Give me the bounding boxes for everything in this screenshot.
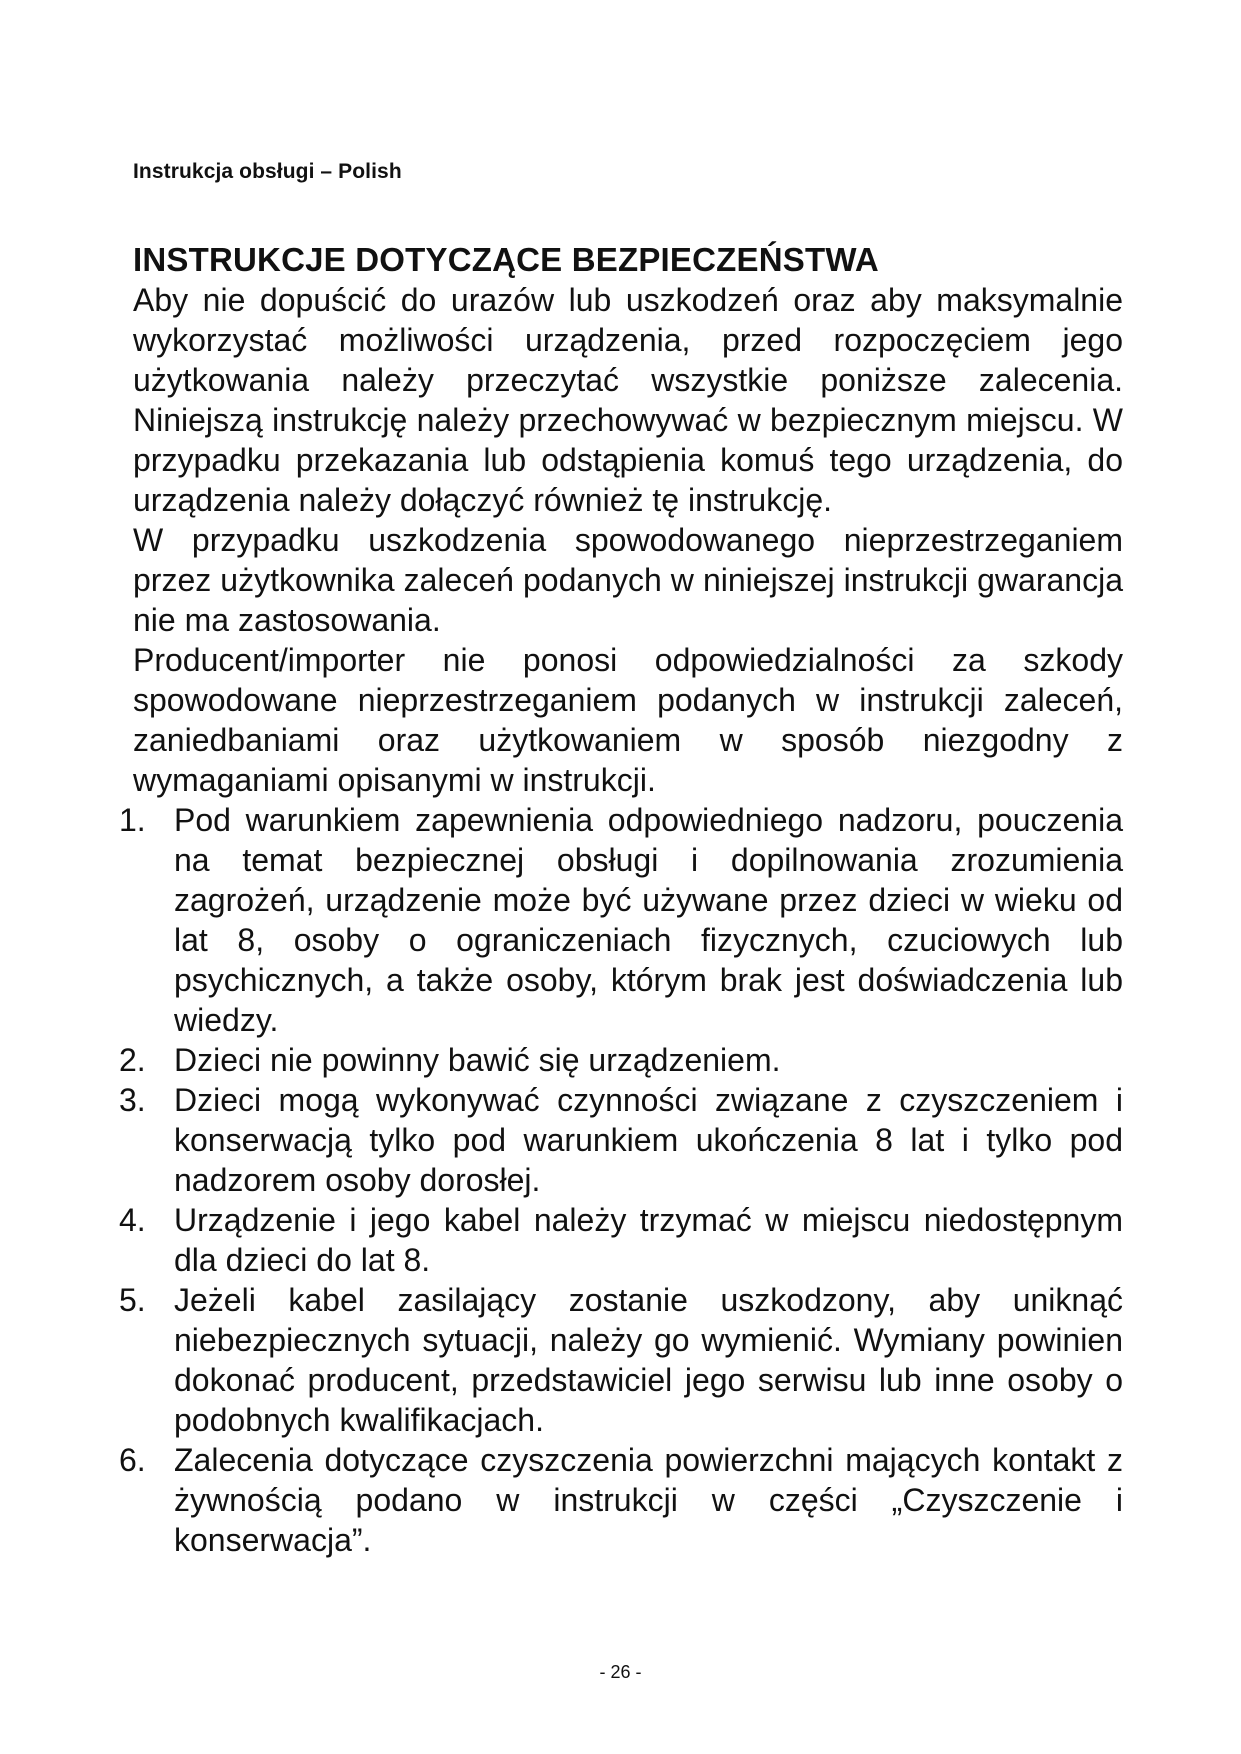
list-item-text: Zalecenia dotyczące czyszczenia powierzchni mających kontakt z żywnością podano w instrukcji w części „Czyszczenie i konserwacja”. <box>174 1442 1123 1558</box>
running-header: Instrukcja obsługi – Polish <box>133 160 402 183</box>
list-item <box>119 1440 1123 1560</box>
list-item <box>119 1040 1123 1080</box>
list-item-text: Dzieci nie powinny bawić się urządzeniem. <box>174 1042 781 1078</box>
safety-list <box>119 800 1123 1560</box>
main-content <box>119 240 1123 1560</box>
intro-paragraph: Aby nie dopuścić do urazów lub uszkodzeń oraz aby maksymalnie wykorzystać możliwości urządzenia, przed rozpoczęciem jego użytkowania należy przeczytać wszystkie poniższe zalecenia. Niniejszą instrukcję należy przechowywać w bezpiecznym miejscu. W przypadku przekazania lub odstąpienia komuś tego urządzenia, do urządzenia należy dołączyć również tę instrukcję. <box>133 282 1123 518</box>
list-item-text: Pod warunkiem zapewnienia odpowiedniego nadzoru, pouczenia na temat bezpiecznej obsługi i dopilnowania zrozumienia zagrożeń, urządzenie może być używane przez dzieci w wieku od lat 8, osoby o ograniczeniach fizycznych, czuciowych lub psychicznych, a także osoby, którym brak jest doświadczenia lub wiedzy. <box>174 802 1123 1038</box>
list-item-number: 4. <box>119 1202 146 1238</box>
list-item-text: Dzieci mogą wykonywać czynności związane z czyszczeniem i konserwacją tylko pod warunkiem ukończenia 8 lat i tylko pod nadzorem osoby dorosłej. <box>174 1082 1123 1198</box>
list-item <box>119 1280 1123 1440</box>
list-item-text: Urządzenie i jego kabel należy trzymać w miejscu niedostępnym dla dzieci do lat 8. <box>174 1202 1123 1278</box>
list-item-number: 3. <box>119 1082 146 1118</box>
list-item-number: 2. <box>119 1042 146 1078</box>
page-number: - 26 - <box>599 1662 642 1682</box>
list-item-text: Jeżeli kabel zasilający zostanie uszkodzony, aby uniknąć niebezpiecznych sytuacji, należy go wymienić. Wymiany powinien dokonać producent, przedstawiciel jego serwisu lub inne osoby o podobnych kwalifikacjach. <box>174 1282 1123 1438</box>
section-heading: INSTRUKCJE DOTYCZĄCE BEZPIECZEŃSTWA <box>133 241 879 278</box>
warranty-paragraph: W przypadku uszkodzenia spowodowanego nieprzestrzeganiem przez użytkownika zaleceń podanych w niniejszej instrukcji gwarancja nie ma zastosowania. <box>133 522 1123 638</box>
list-item-number: 1. <box>119 802 146 838</box>
list-item <box>119 1200 1123 1280</box>
list-item <box>119 800 1123 1040</box>
list-item <box>119 1080 1123 1200</box>
list-item-number: 5. <box>119 1282 146 1318</box>
list-item-number: 6. <box>119 1442 146 1478</box>
liability-paragraph: Producent/importer nie ponosi odpowiedzialności za szkody spowodowane nieprzestrzeganiem podanych w instrukcji zaleceń, zaniedbaniami oraz użytkowaniem w sposób niezgodny z wymaganiami opisanymi w instrukcji. <box>133 642 1123 798</box>
